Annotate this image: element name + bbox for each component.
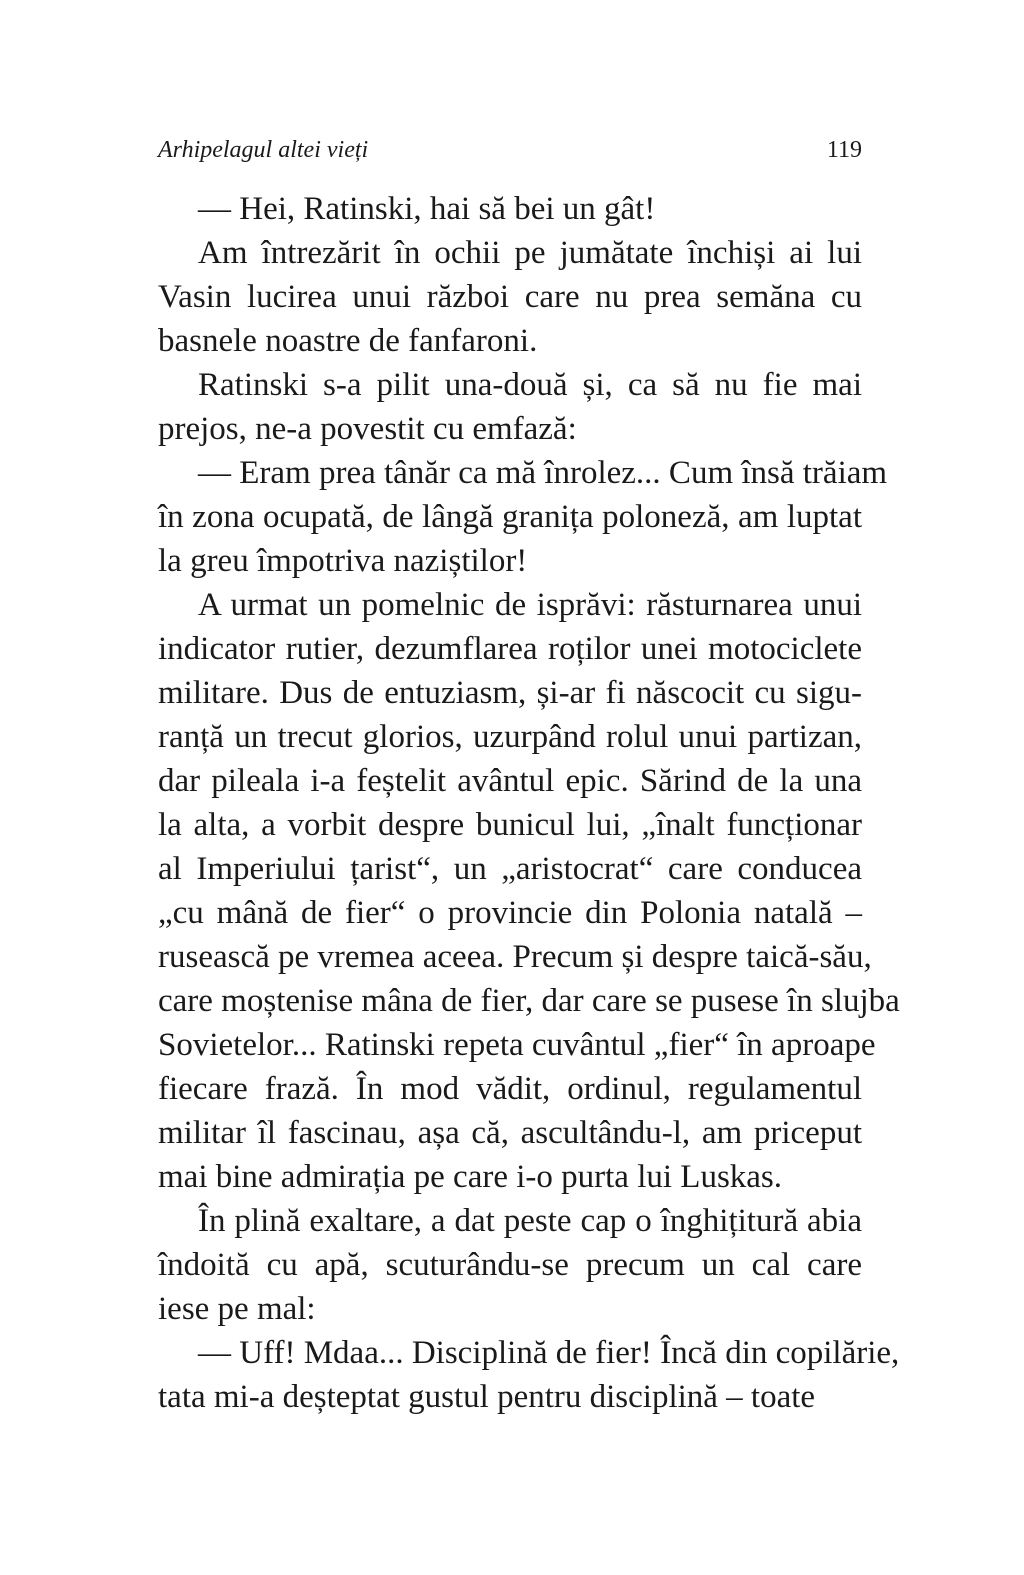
text-line: Vasin lucirea unui război care nu prea semăna cu <box>158 279 862 315</box>
paragraph <box>158 1331 900 1419</box>
page-number: 119 <box>826 137 862 163</box>
text-line: prejos, ne-a povestit cu emfază: <box>158 411 577 447</box>
text-line: Am întrezărit în ochii pe jumătate închiși ai lui <box>198 235 862 271</box>
text-line: — Uff! Mdaa... Disciplină de fier! Încă din copilărie, <box>198 1335 900 1371</box>
text-line: la alta, a vorbit despre bunicul lui, „înalt funcționar <box>158 807 862 843</box>
text-line: ranță un trecut glorios, uzurpând rolul unui partizan, <box>158 719 862 755</box>
text-line: îndoită cu apă, scuturându-se precum un cal care <box>158 1247 862 1283</box>
text-line: În plină exaltare, a dat peste cap o înghițitură abia <box>198 1203 862 1239</box>
paragraph <box>158 231 862 363</box>
paragraph <box>158 451 888 583</box>
paragraph <box>158 363 862 451</box>
body-text <box>158 187 900 1419</box>
paragraph <box>158 1199 862 1331</box>
text-line: indicator rutier, dezumflarea roților unei motociclete <box>158 631 862 667</box>
text-line: iese pe mal: <box>158 1291 316 1327</box>
text-line: mai bine admirația pe care i-o purta lui Luskas. <box>158 1159 783 1195</box>
text-line: care moștenise mâna de fier, dar care se pusese în slujba <box>158 983 900 1019</box>
text-line: — Eram prea tânăr ca mă înrolez... Cum însă trăiam <box>198 455 888 491</box>
text-line: „cu mână de fier“ o provincie din Polonia natală – <box>158 895 862 931</box>
running-head <box>158 130 862 170</box>
text-line: Ratinski s-a pilit una-două și, ca să nu fie mai <box>198 367 862 403</box>
text-line: militar îl fascinau, așa că, ascultându-l, am priceput <box>158 1115 862 1151</box>
paragraph <box>158 583 900 1199</box>
text-line: tata mi-a deșteptat gustul pentru disciplină – toate <box>158 1379 816 1415</box>
text-line: fiecare frază. În mod vădit, ordinul, regulamentul <box>158 1071 862 1107</box>
text-line: basnele noastre de fanfaroni. <box>158 323 538 359</box>
text-line: dar pileala i-a feștelit avântul epic. Sărind de la una <box>158 763 862 799</box>
text-line: al Imperiului țarist“, un „aristocrat“ care conducea <box>158 851 862 887</box>
text-line: Sovietelor... Ratinski repeta cuvântul „fier“ în aproape <box>158 1027 876 1063</box>
text-line: — Hei, Ratinski, hai să bei un gât! <box>198 191 656 227</box>
text-line: militare. Dus de entuziasm, și-ar fi născocit cu sigu- <box>158 675 862 711</box>
text-line: la greu împotriva naziștilor! <box>158 543 528 579</box>
text-line: rusească pe vremea aceea. Precum și despre taică-său, <box>158 939 872 975</box>
text-line: A urmat un pomelnic de isprăvi: răsturnarea unui <box>198 587 862 623</box>
paragraph <box>158 187 862 231</box>
text-line: în zona ocupată, de lângă granița poloneză, am luptat <box>158 499 862 535</box>
running-title: Arhipelagul altei vieți <box>158 137 369 163</box>
